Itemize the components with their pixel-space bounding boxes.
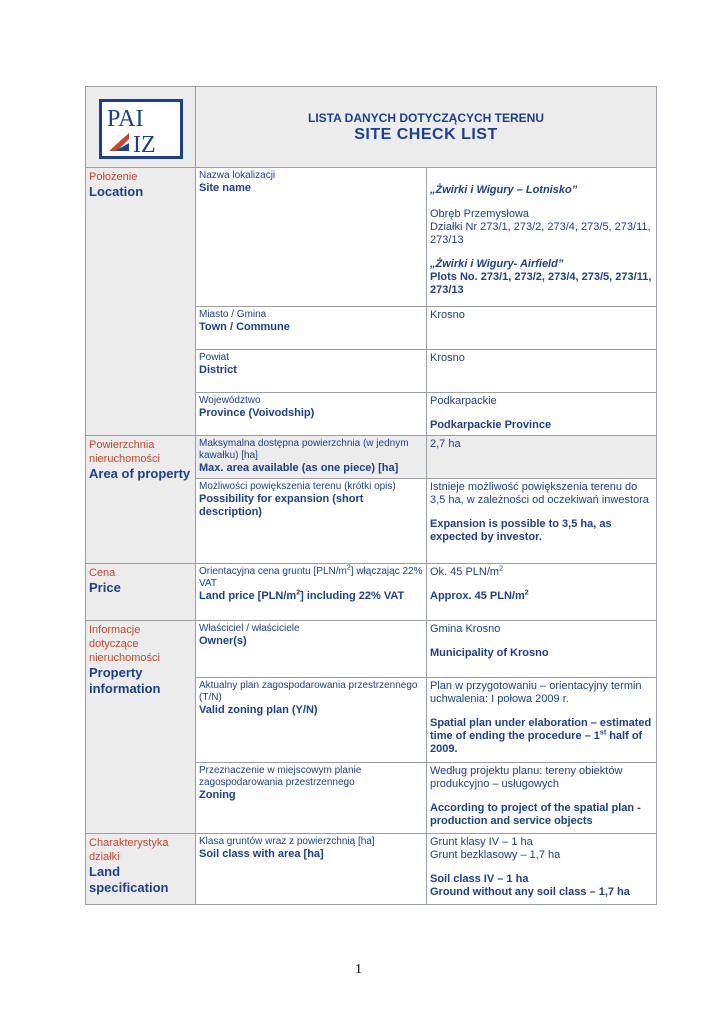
soil-value-cell xyxy=(427,834,657,905)
zoning-plan-label-en: Valid zoning plan (Y/N) xyxy=(199,704,318,716)
max-area-label-cell xyxy=(196,436,427,479)
plots-en: Plots No. 273/1, 273/2, 273/4, 273/5, 273/11, 273/13 xyxy=(430,271,652,296)
site-name-pl: „Żwirki i Wigury – Lotnisko” xyxy=(430,184,578,196)
province-value-cell xyxy=(427,393,657,436)
location-category xyxy=(86,168,196,436)
expansion-value-pl: Istnieje możliwość powiększenia terenu do 3,5 ha, w zależności od oczekiwań inwestora xyxy=(430,481,649,506)
site-name-en: „Żwirki i Wigury- Airfield” xyxy=(430,258,564,270)
price-label-cell xyxy=(196,564,427,621)
site-name-row xyxy=(86,168,657,307)
site-name-value-cell xyxy=(427,168,657,307)
property-category xyxy=(86,621,196,834)
town-value-cell xyxy=(427,307,657,350)
expansion-label-cell xyxy=(196,479,427,564)
soil-label-cell xyxy=(196,834,427,905)
zoning-plan-label-pl: Aktualny plan zagospodarowania przestrzennego (T/N) xyxy=(199,680,418,703)
price-value-en: Approx. 45 PLN/$m^2$ xyxy=(430,589,529,602)
land-category-en: Land specification xyxy=(89,864,169,895)
max-area-value: 2,7 ha xyxy=(430,438,461,450)
town-label-pl: Miasto / Gmina xyxy=(199,309,267,320)
land-category xyxy=(86,834,196,905)
svg-text:IZ: IZ xyxy=(132,132,156,158)
town-value: Krosno xyxy=(430,309,465,321)
page-number: 1 xyxy=(355,962,362,977)
expansion-label-en: Possibility for expansion (short description) xyxy=(199,493,364,518)
area-category xyxy=(86,436,196,564)
plots-pl: Działki Nr 273/1, 273/2, 273/4, 273/5, 273/11, 273/13 xyxy=(430,221,651,246)
owner-value-pl: Gmina Krosno xyxy=(430,623,501,635)
site-name-label-pl: Nazwa lokalizacji xyxy=(199,170,276,181)
precinct-name: Obręb Przemysłowa xyxy=(430,208,530,220)
soil-label-en: Soil class with area [ha] xyxy=(199,848,324,860)
area-category-pl: Powierzchnia nieruchomości xyxy=(89,439,160,465)
header-row xyxy=(86,87,657,168)
title-polish: LISTA DANYCH DOTYCZĄCYCH TERENU xyxy=(308,111,544,125)
price-category xyxy=(86,564,196,621)
zoning-label-pl: Przeznaczenie w miejscowym planie zagospodarowania przestrzennego xyxy=(199,765,362,788)
soil-no-class-pl: Grunt bezklasowy – 1,7 ha xyxy=(430,849,561,861)
max-area-label-en: Max. area available (as one piece) [ha] xyxy=(199,462,399,474)
district-label-en: District xyxy=(199,364,237,376)
site-name-label-cell xyxy=(196,168,427,307)
soil-row xyxy=(86,834,657,905)
max-area-label-pl: Maksymalna dostępna powierzchnia (w jednym kawałku) [ha] xyxy=(199,438,409,461)
soil-label-pl: Klasa gruntów wraz z powierzchnią [ha] xyxy=(199,836,375,847)
area-category-en: Area of property xyxy=(89,466,191,481)
site-name-label-en: Site name xyxy=(199,182,251,194)
province-value-pl: Podkarpackie xyxy=(430,395,497,407)
owner-label-cell xyxy=(196,621,427,678)
expansion-label-pl: Możliwości powiększenia terenu (krótki opis) xyxy=(199,481,396,492)
town-label-en: Town / Commune xyxy=(199,321,290,333)
price-row xyxy=(86,564,657,621)
district-value-cell xyxy=(427,350,657,393)
zoning-plan-value-en: Spatial plan under elaboration – estimated time of ending the procedure – 1st half of 2009. xyxy=(430,717,652,755)
price-category-en: Price xyxy=(89,580,121,595)
owner-label-en: Owner(s) xyxy=(199,635,247,647)
town-label-cell xyxy=(196,307,427,350)
province-value-en: Podkarpackie Province xyxy=(430,419,552,431)
soil-no-class-en: Ground without any soil class – 1,7 ha xyxy=(430,886,630,898)
zoning-value-cell xyxy=(427,763,657,834)
property-category-en: Property information xyxy=(89,665,161,696)
owner-value-en: Municipality of Krosno xyxy=(430,647,549,659)
land-category-pl: Charakterystyka działki xyxy=(89,837,169,863)
price-value-pl: Ok. 45 PLN/$m^2$ xyxy=(430,565,503,578)
zoning-value-en: According to project of the spatial plan - production and service objects xyxy=(430,802,641,827)
expansion-value-en: Expansion is possible to 3,5 ha, as expected by investor. xyxy=(430,518,612,543)
owner-row xyxy=(86,621,657,678)
price-label-en: Land price $[PLN/m^2]$ including 22% VAT xyxy=(199,589,405,602)
title-english: SITE CHECK LIST xyxy=(354,126,498,143)
max-area-value-cell xyxy=(427,436,657,479)
location-category-pl: Położenie xyxy=(89,171,138,183)
price-value-cell xyxy=(427,564,657,621)
title-cell xyxy=(196,87,657,168)
price-label-pl: Orientacyjna cena gruntu $[PLN/m^2]$ włączając 22% VAT xyxy=(199,564,423,589)
zoning-label-cell xyxy=(196,763,427,834)
svg-text:PAI: PAI xyxy=(106,106,143,132)
location-category-en: Location xyxy=(89,184,144,199)
paiiz-logo-icon xyxy=(99,99,183,159)
district-label-pl: Powiat xyxy=(199,352,230,363)
soil-class-iv-pl: Grunt klasy IV – 1 ha xyxy=(430,836,533,848)
zoning-label-en: Zoning xyxy=(199,789,236,801)
soil-class-iv-en: Soil class IV – 1 ha xyxy=(430,873,529,885)
zoning-value-pl: Według projektu planu: tereny obiektów produkcyjno – usługowych xyxy=(430,765,623,790)
price-category-pl: Cena xyxy=(89,567,116,579)
site-check-table xyxy=(85,86,657,905)
paiiz-logo xyxy=(99,99,183,159)
owner-label-pl: Właściciel / właściciele xyxy=(199,623,300,634)
zoning-plan-value-pl: Plan w przygotowaniu – orientacyjny termin uchwalenia: I połowa 2009 r. xyxy=(430,680,642,705)
logo-cell xyxy=(86,87,196,168)
district-label-cell xyxy=(196,350,427,393)
expansion-value-cell xyxy=(427,479,657,564)
zoning-plan-value-cell xyxy=(427,678,657,763)
province-label-en: Province (Voivodship) xyxy=(199,407,315,419)
province-label-cell xyxy=(196,393,427,436)
max-area-row xyxy=(86,436,657,479)
property-category-pl: Informacje dotyczące nieruchomości xyxy=(89,624,160,664)
province-label-pl: Województwo xyxy=(199,395,261,406)
zoning-plan-label-cell xyxy=(196,678,427,763)
owner-value-cell xyxy=(427,621,657,678)
district-value: Krosno xyxy=(430,352,465,364)
